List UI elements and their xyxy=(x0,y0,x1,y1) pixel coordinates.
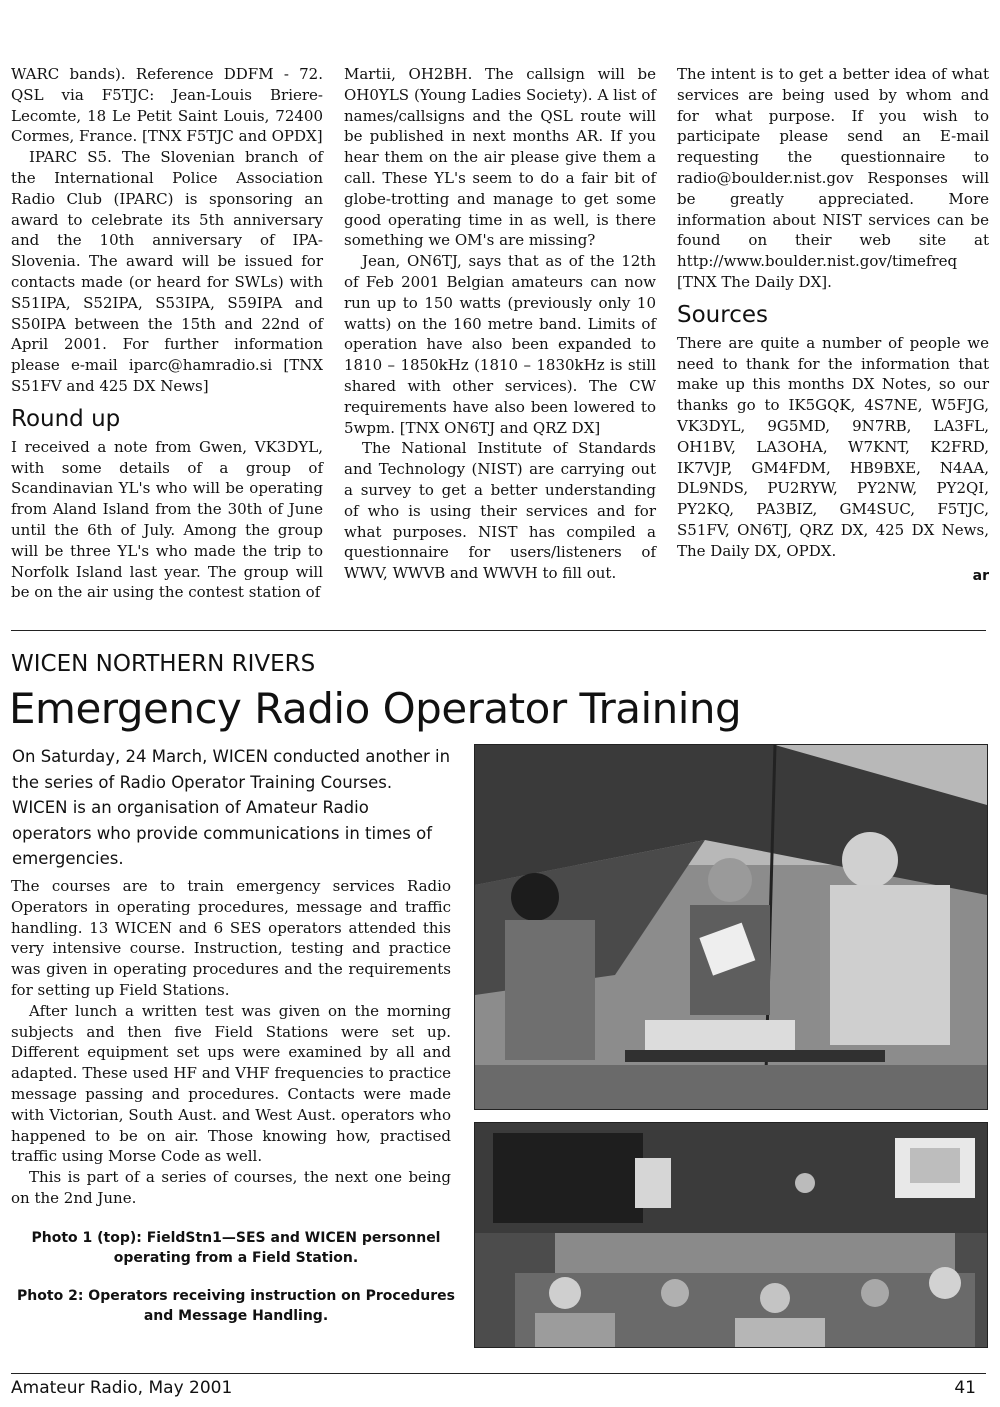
article-intro: On Saturday, 24 March, WICEN conducted another in the series of Radio Operator Training Courses. WICEN is an organisation of Amateur Radio operators who provide communications in times of emergencies. xyxy=(12,747,451,868)
photo-classroom-image xyxy=(475,1123,987,1347)
end-of-article-tag: ar xyxy=(972,567,989,584)
column-2 xyxy=(344,64,656,584)
paragraph: WARC bands). Reference DDFM - 72. QSL via F5TJC: Jean-Louis Briere-Lecomte, 18 Le Petit Saint Louis, 72400 Cormes, France. [TNX F5TJC and OPDX] xyxy=(11,65,323,146)
section-heading-sources: Sources xyxy=(677,301,768,328)
column-1 xyxy=(11,64,323,603)
paragraph: The intent is to get a better idea of what services are being used by whom and for what purpose. If you wish to participate please send an E-mail requesting the questionnaire to radio@boulder.nist.gov Responses will be greatly appreciated. More information about NIST services can be found on their web site at http://www.boulder.nist.gov/timefreq [TNX The Daily DX]. xyxy=(677,65,989,291)
photo-field-station xyxy=(474,744,988,1110)
photo-classroom xyxy=(474,1122,988,1348)
section-heading-round-up: Round up xyxy=(11,405,121,432)
publication-footer: Amateur Radio, May 2001 xyxy=(11,1378,233,1398)
paragraph: The National Institute of Standards and Technology (NIST) are carrying out a survey to get a better understanding of who is using their services and for what purposes. NIST has compiled a questionnaire for users/listeners of WWV, WWVB and WWVH to fill out. xyxy=(344,439,656,583)
page-number: 41 xyxy=(954,1378,976,1398)
photo-field-station-image xyxy=(475,745,987,1109)
paragraph: Martii, OH2BH. The callsign will be OH0YLS (Young Ladies Society). A list of names/callsigns and the QSL route will be published in next months AR. If you hear them on the air please give them a call. These YL's seem to do a fair bit of globe-trotting and manage to get some good operating time in as well, is there something we OM's are missing? xyxy=(344,65,656,250)
divider-rule xyxy=(11,630,986,631)
paragraph: I received a note from Gwen, VK3DYL, with some details of a group of Scandinavian YL's who will be operating from Aland Island from the 30th of June until the 6th of July. Among the group will be three YL's who made the trip to Norfolk Island last year. The group will be on the air using the contest station of xyxy=(11,437,323,602)
article-kicker: WICEN NORTHERN RIVERS xyxy=(11,651,316,677)
paragraph: IPARC S5. The Slovenian branch of the International Police Association Radio Club (IPARC) is sponsoring an award to celebrate its 5th anniversary and the 10th anniversary of IPA-Slovenia. The award will be issued for contacts made (or heard for SWLs) with S51IPA, S52IPA, S53IPA, S59IPA and S50IPA between the 15th and 22nd of April 2001. For further information please e-mail iparc@hamradio.si [TNX S51FV and 425 DX News] xyxy=(11,148,323,395)
article-body xyxy=(11,876,451,1209)
photo-2-caption: Photo 2: Operators receiving instruction on Procedures and Message Handling. xyxy=(17,1288,455,1324)
paragraph: Jean, ON6TJ, says that as of the 12th of Feb 2001 Belgian amateurs can now run up to 150 watts (previously only 10 watts) on the 160 metre band. Limits of operation have also been expanded to 1810 – 1850kHz (1810 – 1830kHz is still shared with other services). The CW requirements have also been lowered to 5wpm. [TNX ON6TJ and QRZ DX] xyxy=(344,252,656,437)
photo-1-caption: Photo 1 (top): FieldStn1—SES and WICEN personnel operating from a Field Station. xyxy=(31,1230,441,1266)
column-3 xyxy=(677,64,989,586)
paragraph: The courses are to train emergency services Radio Operators in operating procedures, message and traffic handling. 13 WICEN and 6 SES operators attended this very intensive course. Instruction, testing and practice was given in operating procedures and the requirements for setting up Field Stations. xyxy=(11,877,451,999)
paragraph: This is part of a series of courses, the next one being on the 2nd June. xyxy=(11,1168,451,1207)
paragraph: There are quite a number of people we need to thank for the information that make up this months DX Notes, so our thanks go to IK5GQK, 4S7NE, W5FJG, VK3DYL, 9G5MD, 9N7RB, LA3FL, OH1BV, LA3OHA, W7KNT, K2FRD, IK7VJP, GM4FDM, HB9BXE, N4AA, DL9NDS, PU2RYW, PY2NW, PY2QI, PY2KQ, PA3BIZ, GM4SUC, F5TJC, S51FV, ON6TJ, QRZ DX, 425 DX News, The Daily DX, OPDX. xyxy=(677,333,989,560)
footer-rule xyxy=(11,1373,986,1374)
paragraph: After lunch a written test was given on the morning subjects and then five Field Stations were set up. Different equipment set ups were examined by all and adapted. These used HF and VHF frequencies to practice message passing and procedures. Contacts were made with Victorian, South Aust. and West Aust. operators who happened to be on air. Those knowing how, practised traffic using Morse Code as well. xyxy=(11,1001,451,1166)
article-headline: Emergency Radio Operator Training xyxy=(9,684,742,733)
